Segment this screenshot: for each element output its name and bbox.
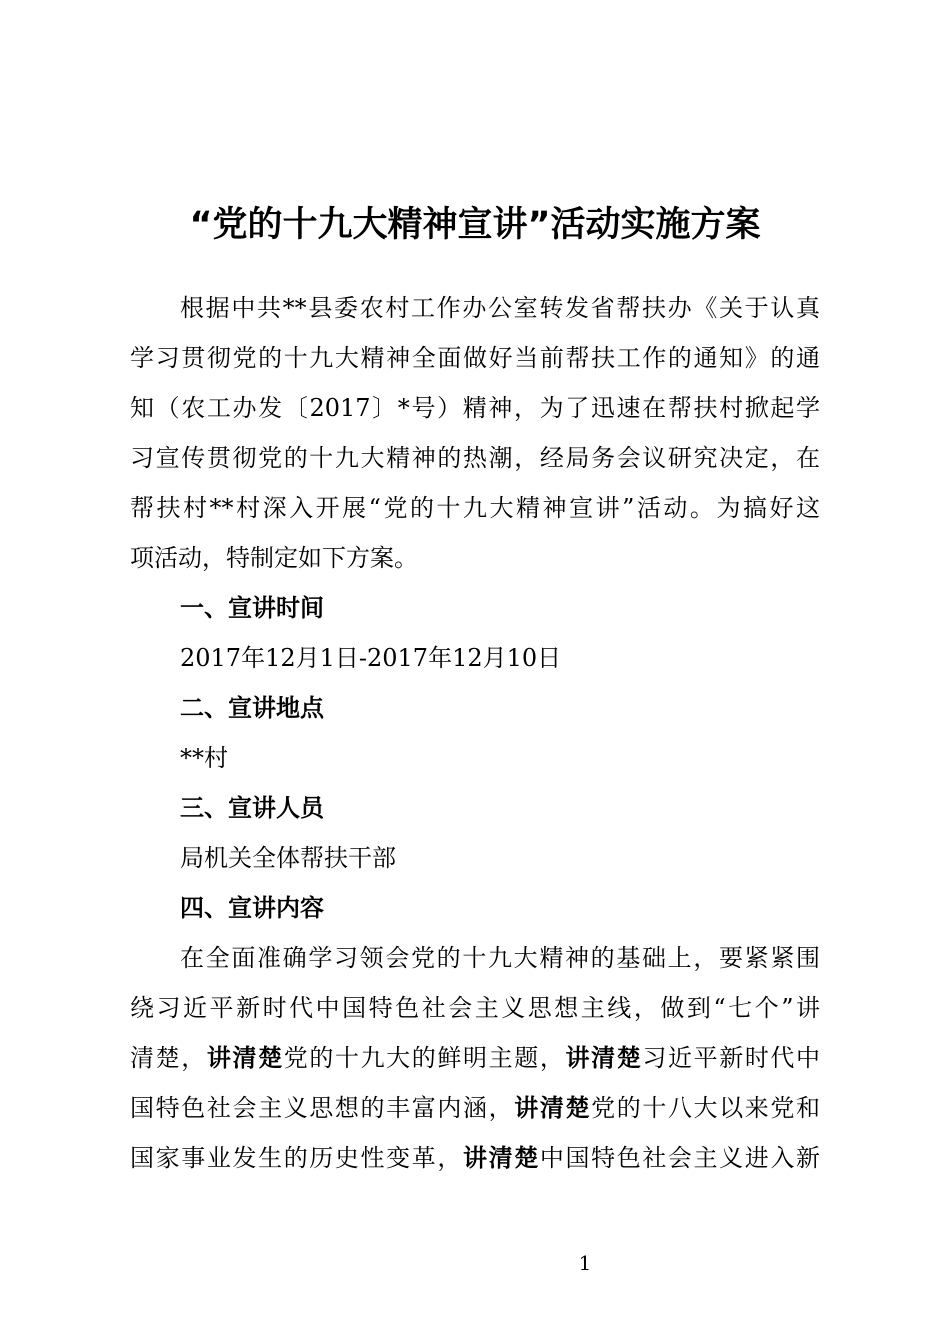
- content-text: 国特色社会主义思想的丰富内涵，: [130, 1094, 515, 1122]
- content-text: 党的十九大的鲜明主题，: [283, 1044, 566, 1072]
- content-line-5: [130, 1140, 820, 1176]
- page-number: 1: [578, 1251, 592, 1275]
- intro-line-5: 帮扶村**村深入开展“党的十九大精神宣讲”活动。为搞好这: [130, 494, 820, 522]
- section-content-time: 2017年12月1日-2017年12月10日: [180, 644, 562, 672]
- content-text: 中国特色社会主义进入新: [539, 1144, 821, 1172]
- intro-line-6: 项活动，特制定如下方案。: [130, 544, 418, 572]
- section-content-personnel: 局机关全体帮扶干部: [180, 844, 396, 872]
- intro-line-3: 知（农工办发〔2017〕*号）精神，为了迅速在帮扶村掀起学: [130, 394, 820, 422]
- intro-line-4: 习宣传贯彻党的十九大精神的热潮，经局务会议研究决定，在: [130, 444, 820, 472]
- content-text: 习近平新时代中: [642, 1044, 821, 1072]
- content-text: 党的十八大以来党和: [591, 1094, 821, 1122]
- intro-line-2: 学习贯彻党的十九大精神全面做好当前帮扶工作的通知》的通: [130, 344, 820, 372]
- emphasis-text: 讲清楚: [206, 1044, 284, 1072]
- section-content-location: **村: [180, 744, 228, 772]
- section-heading-time: 一、宣讲时间: [180, 594, 324, 622]
- section-heading-content: 四、宣讲内容: [180, 894, 324, 922]
- content-line-3: [130, 1040, 820, 1076]
- content-text: 清楚，: [130, 1044, 207, 1072]
- intro-line-1: 根据中共**县委农村工作办公室转发省帮扶办《关于认真: [180, 294, 820, 322]
- content-text: 国家事业发生的历史性变革，: [130, 1144, 463, 1172]
- emphasis-text: 讲清楚: [463, 1144, 540, 1172]
- content-line-4: [130, 1090, 820, 1126]
- section-heading-personnel: 三、宣讲人员: [180, 794, 324, 822]
- emphasis-text: 讲清楚: [514, 1094, 592, 1122]
- content-line-2: 绕习近平新时代中国特色社会主义思想主线，做到“七个”讲: [130, 994, 820, 1022]
- section-heading-location: 二、宣讲地点: [180, 694, 324, 722]
- document-title: “党的十九大精神宣讲”活动实施方案: [189, 205, 761, 245]
- emphasis-text: 讲清楚: [565, 1044, 643, 1072]
- content-line-1: 在全面准确学习领会党的十九大精神的基础上，要紧紧围: [180, 944, 820, 972]
